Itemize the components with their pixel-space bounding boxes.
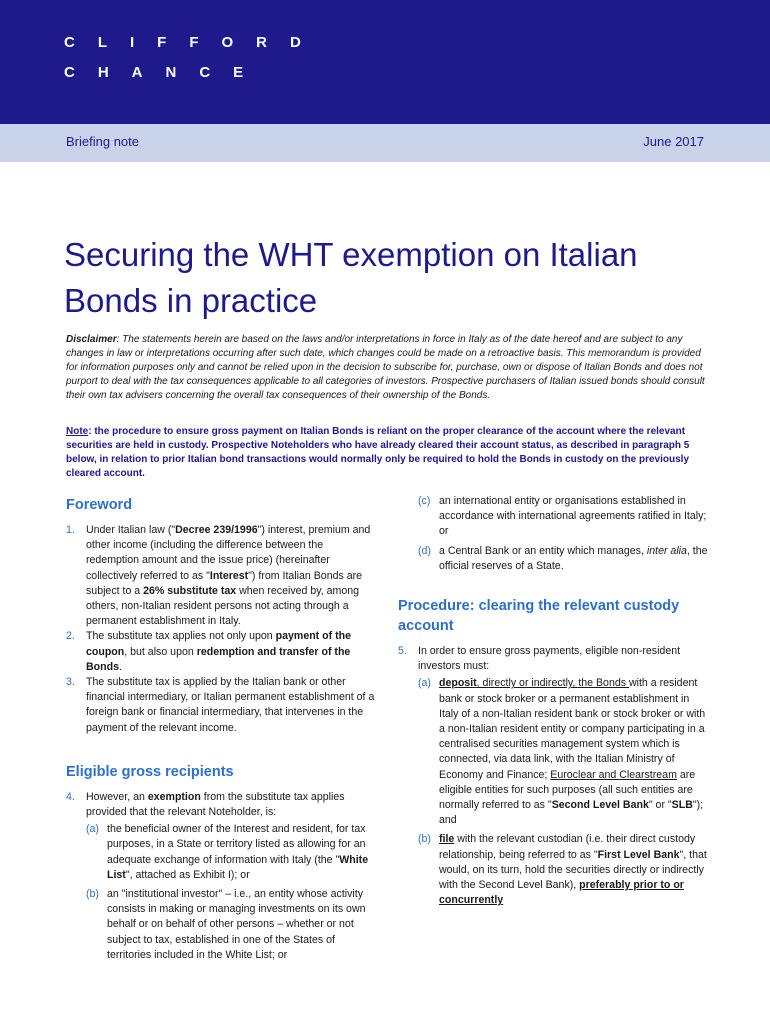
- bold-underlined-term: preferably prior to or concurrently: [439, 879, 684, 907]
- text-run: an "institutional investor" – i.e., an entity whose activity consists in making or managing investments on its own behalf or on behalf of other persons – whether or not subject to tax, established in one of the States of territories included in the White List; or: [107, 888, 366, 961]
- paragraph-2: [66, 629, 376, 675]
- eligible-heading: Eligible gross recipients: [66, 763, 234, 780]
- paragraph-4: [66, 790, 376, 820]
- note-text: : the procedure to ensure gross payment on Italian Bonds is reliant on the proper clearance of the account where the relevant securities are held in custody. Prospective Noteholders who have already cleared their account status, as described in paragraph 5 below, in relation to prior Italian bond transactions would normally only be required to hold the Bonds in custody on the previously cleared account.: [66, 426, 690, 479]
- disclaimer-paragraph: [66, 333, 708, 403]
- text-run: The substitute tax applies not only upon: [86, 630, 276, 643]
- text-run: However, an: [86, 790, 148, 803]
- text-run: The substitute tax is applied by the Italian bank or other financial intermediary, or Italian permanent establishment of a foreign bank or financial intermediary, that intervenes in the payment of the relevant income.: [86, 676, 375, 734]
- paragraph-1: [66, 523, 376, 629]
- bold-term: redemption and transfer of the Bonds: [86, 645, 351, 673]
- brand-logo-line-1: CLIFFORD: [64, 34, 324, 51]
- bold-underlined-term: deposit: [439, 677, 477, 690]
- subitem-letter: (b): [86, 888, 99, 901]
- header-banner: [0, 0, 770, 124]
- text-run: "); and: [439, 799, 704, 827]
- right-column: [398, 494, 708, 912]
- paragraph-5: [398, 644, 708, 674]
- text-run: an international entity or organisations established in accordance with international agreements ratified in Italy; or: [439, 495, 707, 538]
- text-run: , the official reserves of a State.: [439, 544, 708, 572]
- bold-underlined-term: file: [439, 833, 455, 846]
- text-run: .: [118, 660, 122, 673]
- text-run: a Central Bank or an entity which manages,: [439, 544, 647, 557]
- bold-term: exemption: [147, 790, 201, 803]
- document-type: Briefing note: [66, 134, 139, 149]
- left-column: [66, 495, 376, 967]
- page-title: Securing the WHT exemption on Italian Bonds in practice: [64, 236, 638, 319]
- bold-term: SLB: [671, 799, 693, 812]
- procedure-subitem-a: [418, 676, 708, 828]
- subitem-d: [418, 544, 708, 574]
- underlined-term: Euroclear and Clearstream: [550, 768, 677, 781]
- text-run: ") from Italian Bonds are subject to a: [86, 569, 363, 597]
- disclaimer-text: : The statements herein are based on the laws and/or interpretations in force in Italy as of the date hereof and are subject to any changes in law or interpretations occurring after such date, which changes could be made on a retroactive basis. This memorandum is provided for information purposes only and cannot be relied upon in the decision to subscribe for, purchase, own or dispose of Italian Bonds and does not purport to deal with the tax consequences applicable to all categories of investors. Prospective purchasers of Italian issued bonds should consult their own tax advisers concerning the overall tax consequences of their ownership of the Bonds.: [66, 334, 705, 401]
- paragraph-number: 4.: [66, 790, 75, 803]
- subitem-a: [86, 822, 376, 883]
- bold-term: Second Level Bank: [551, 799, 649, 812]
- italic-term: inter alia: [646, 544, 687, 557]
- foreword-heading: Foreword: [66, 497, 133, 513]
- bold-term: White List: [107, 853, 369, 881]
- subitem-letter: (d): [418, 544, 431, 557]
- procedure-subitem-b: [418, 832, 708, 908]
- text-run: ") interest, premium and other income (including the difference between the redemption amount and the issue price) (hereinafter collectively referred to as ": [86, 524, 371, 582]
- subitem-letter: (a): [418, 677, 431, 690]
- paragraph-number: 1.: [66, 524, 75, 536]
- text-run: Under Italian law (": [86, 524, 176, 536]
- paragraph-number: 2.: [66, 630, 75, 643]
- text-run: the beneficial owner of the Interest and resident, for tax purposes, in a State or territory listed as allowing for an adequate exchange of information with Italy (the ": [107, 823, 366, 866]
- note-paragraph: [66, 425, 708, 481]
- text-run: ", that would, on its turn, hold the securities directly or indirectly with the Second Level Bank),: [439, 848, 707, 892]
- bold-term: Interest: [209, 569, 249, 582]
- note-label: Note: [66, 426, 89, 437]
- disclaimer-label: Disclaimer: [66, 334, 117, 345]
- text-run: are eligible entities for such purposes (all such entities are normally referred to as ": [439, 768, 696, 812]
- text-run: " or ": [648, 799, 672, 812]
- underlined-text-run: , directly or indirectly, the Bonds: [476, 677, 629, 690]
- text-run: from the substitute tax applies provided that the relevant Noteholder, is:: [86, 790, 345, 819]
- spacer: [66, 736, 376, 762]
- bold-term: 26% substitute tax: [143, 584, 237, 597]
- paragraph-number: 3.: [66, 676, 75, 689]
- paragraph-number: 5.: [398, 645, 407, 658]
- document-date: June 2017: [643, 134, 704, 149]
- text-run: with the relevant custodian (i.e. their direct custody relationship, being referred to as ": [439, 833, 696, 861]
- bold-term: payment of the coupon: [86, 630, 351, 658]
- text-run: , but also upon: [124, 645, 197, 658]
- spacer: [398, 578, 708, 596]
- subitem-list: [66, 822, 376, 963]
- text-run: with a resident bank or stock broker or a permanent establishment in Italy of a non-Italian resident bank or stock broker or with a non-Italian resident entity or company participating in a centralised securities management system which is connected, via data link, with the Italian Ministry of Economy and Finance;: [439, 677, 706, 781]
- bold-term: Decree 239/1996: [175, 524, 258, 536]
- brand-logo-line-2: CHANCE: [64, 64, 267, 81]
- paragraph-3: [66, 675, 376, 736]
- bold-term: First Level Bank: [597, 848, 680, 861]
- procedure-heading: Procedure: clearing the relevant custody account: [398, 598, 680, 635]
- text-run: In order to ensure gross payments, eligible non-resident investors must:: [418, 645, 681, 673]
- text-run: ", attached as Exhibit I); or: [125, 868, 250, 881]
- subitem-c: [418, 494, 708, 540]
- subitem-b: [86, 887, 376, 963]
- subitem-list-continued: [398, 494, 708, 574]
- subitem-letter: (a): [86, 823, 99, 836]
- text-run: when received by, among others, non-Italian resident persons not acting through a permanent establishment in Italy.: [86, 584, 360, 628]
- procedure-subitem-list: [398, 676, 708, 908]
- subitem-letter: (b): [418, 833, 431, 846]
- subitem-letter: (c): [418, 495, 431, 507]
